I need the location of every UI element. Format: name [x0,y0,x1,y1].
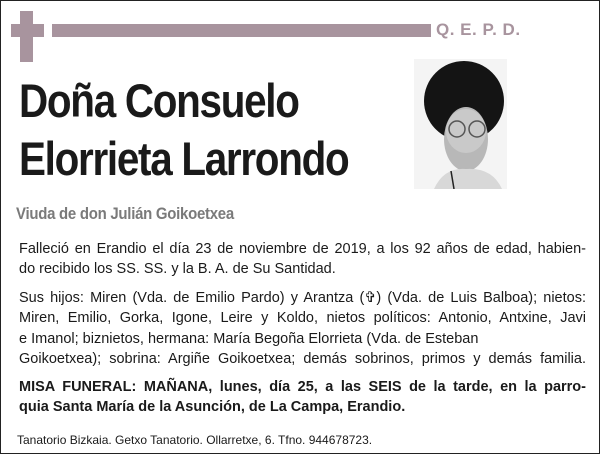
text-line: MISA FUNERAL: MAÑANA, lunes, día 25, a las SEIS de la tarde, en la parro- [19,379,586,395]
deceased-name-line1: Doña Consuelo [19,74,299,127]
header-rule [52,24,431,37]
text-line: Goikoetxea); sobrina: Argiñe Goikoetxea; demás sobrinos, primos y demás familia. [19,350,586,367]
text-line: Falleció en Erandio el día 23 de noviembre de 2019, a los 92 años de edad, habien- [19,241,586,257]
text-line: quia Santa María de la Asunción, de La Campa, Erandio. [19,399,406,416]
qepd-label: Q. E. P. D. [436,20,521,39]
funeral-home-info: Tanatorio Bizkaia. Getxo Tanatorio. Ollarretxe, 6. Tfno. 944678723. [17,433,373,447]
widow-of-subtitle: Viuda de don Julián Goikoetxea [16,204,234,223]
text-line: e Imanol; biznietos, hermana: María Begoña Elorrieta (Vda. de Esteban [19,330,479,347]
funeral-paragraph [19,377,586,418]
cross-icon-arm [11,24,44,37]
deceased-name-line2: Elorrieta Larrondo [19,132,349,185]
deceased-photo [414,59,507,189]
family-paragraph [19,288,586,369]
text-line: Sus hijos: Miren (Vda. de Emilio Pardo) y Arantza (✞) (Vda. de Luis Balboa); nietos: [19,290,586,306]
death-paragraph [19,239,586,280]
text-line: Miren, Emilio, Gorka, Igone, Leire y Koldo, nietos políticos: Antonio, Antxine, Javi [19,310,586,327]
text-line: do recibido los SS. SS. y la B. A. de Su Santidad. [19,261,336,278]
